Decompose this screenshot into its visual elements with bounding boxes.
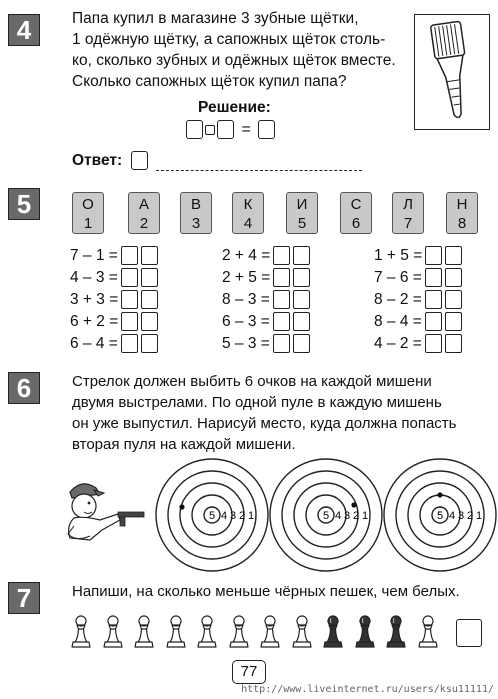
task-7-answer-box[interactable] bbox=[456, 619, 482, 647]
equation-text: 4 – 2 = bbox=[374, 335, 422, 352]
card-digit: 8 bbox=[457, 215, 467, 232]
answer-cell[interactable] bbox=[121, 334, 138, 353]
white-pawn-icon bbox=[165, 614, 187, 650]
ring-label: 2 bbox=[238, 510, 246, 522]
white-pawn-icon bbox=[70, 614, 92, 650]
equation-text: 3 + 3 = bbox=[70, 291, 119, 308]
shooter-icon bbox=[60, 476, 152, 546]
bullet-hole bbox=[437, 492, 442, 497]
answer-cell[interactable] bbox=[141, 312, 158, 331]
equation-row bbox=[374, 312, 462, 332]
white-pawn-icon bbox=[417, 614, 439, 650]
equation-row bbox=[70, 334, 158, 354]
white-pawn-icon bbox=[133, 614, 155, 650]
card-digit: 1 bbox=[83, 215, 93, 232]
task-4-line: ко, сколько зубных и одёжных щёток вместе. bbox=[72, 52, 396, 69]
answer-cell[interactable] bbox=[141, 268, 158, 287]
answer-cell[interactable] bbox=[425, 312, 442, 331]
letter-card bbox=[180, 192, 212, 234]
card-letter: К bbox=[243, 196, 253, 213]
card-digit: 4 bbox=[243, 215, 253, 232]
equation-row bbox=[374, 246, 462, 266]
ring-label: 1 bbox=[247, 510, 255, 522]
answer-cell[interactable] bbox=[293, 246, 310, 265]
black-pawn-icon bbox=[385, 614, 407, 650]
ring-label: 4 bbox=[220, 510, 228, 522]
answer-label: Ответ: bbox=[72, 152, 123, 169]
equation-text: 6 – 4 = bbox=[70, 335, 118, 352]
card-letter: Л bbox=[403, 196, 413, 213]
equation-text: 7 – 1 = bbox=[70, 247, 118, 264]
equation-row bbox=[374, 334, 462, 354]
equation-text: 2 + 5 = bbox=[222, 269, 271, 286]
ring-label: 3 bbox=[343, 510, 351, 522]
answer-cell[interactable] bbox=[293, 290, 310, 309]
task-4-line: 1 одёжную щётку, а сапожных щёток столь- bbox=[72, 31, 386, 48]
equation-text: 8 – 3 = bbox=[222, 291, 270, 308]
white-pawn-icon bbox=[291, 614, 313, 650]
ring-label: 5 bbox=[436, 510, 444, 522]
answer-cell[interactable] bbox=[445, 246, 462, 265]
letter-card bbox=[232, 192, 264, 234]
task-4-number: 4 bbox=[8, 14, 40, 46]
answer-cell[interactable] bbox=[425, 290, 442, 309]
brush-icon bbox=[415, 15, 488, 128]
ring-label: 1 bbox=[361, 510, 369, 522]
black-pawn-icon bbox=[354, 614, 376, 650]
task-6-line: он уже выпустил. Нарисуй место, куда должна попасть bbox=[72, 415, 457, 432]
answer-box[interactable] bbox=[131, 151, 148, 170]
task-6-number: 6 bbox=[8, 372, 40, 404]
answer-cell[interactable] bbox=[273, 312, 290, 331]
ring-label: 4 bbox=[334, 510, 342, 522]
result-box[interactable] bbox=[258, 120, 275, 139]
equation-row bbox=[222, 334, 310, 354]
white-pawn-icon bbox=[259, 614, 281, 650]
card-letter: В bbox=[190, 196, 201, 213]
white-pawn-icon bbox=[102, 614, 124, 650]
answer-cell[interactable] bbox=[293, 268, 310, 287]
target[interactable] bbox=[266, 455, 386, 575]
target[interactable] bbox=[152, 455, 272, 575]
equation-row bbox=[70, 290, 158, 310]
answer-cell[interactable] bbox=[141, 290, 158, 309]
bullet-hole bbox=[351, 502, 356, 507]
solution-expression bbox=[186, 120, 275, 140]
ring-label: 5 bbox=[208, 510, 216, 522]
equation-text: 2 + 4 = bbox=[222, 247, 271, 264]
white-pawn-icon bbox=[228, 614, 250, 650]
equation-text: 8 – 4 = bbox=[374, 313, 422, 330]
letter-card bbox=[72, 192, 104, 234]
answer-cell[interactable] bbox=[273, 246, 290, 265]
answer-cell[interactable] bbox=[273, 290, 290, 309]
equation-row bbox=[222, 246, 310, 266]
equation-row bbox=[374, 268, 462, 288]
equation-text: 4 – 3 = bbox=[70, 269, 118, 286]
operator-box[interactable] bbox=[205, 125, 215, 135]
shooter-boy-picture bbox=[60, 476, 152, 546]
task-4-line: Папа купил в магазине 3 зубные щётки, bbox=[72, 10, 359, 27]
ring-label: 3 bbox=[229, 510, 237, 522]
task-4-text bbox=[72, 8, 412, 92]
card-letter: А bbox=[138, 196, 149, 213]
equation-text: 8 – 2 = bbox=[374, 291, 422, 308]
letter-card bbox=[446, 192, 478, 234]
answer-cell[interactable] bbox=[121, 312, 138, 331]
target[interactable] bbox=[380, 455, 498, 575]
ring-label: 2 bbox=[466, 510, 474, 522]
answer-cell[interactable] bbox=[121, 246, 138, 265]
solution-label: Решение: bbox=[198, 99, 271, 116]
answer-cell[interactable] bbox=[293, 334, 310, 353]
shoe-brush-picture bbox=[414, 14, 490, 130]
task-7-text: Напиши, на сколько меньше чёрных пешек, чем белых. bbox=[72, 583, 460, 600]
answer-cell[interactable] bbox=[425, 334, 442, 353]
answer-cell[interactable] bbox=[293, 312, 310, 331]
letter-card bbox=[128, 192, 160, 234]
equation-text: 1 + 5 = bbox=[374, 247, 423, 264]
card-digit: 2 bbox=[139, 215, 149, 232]
solution-box[interactable] bbox=[217, 120, 234, 139]
equation-text: 7 – 6 = bbox=[374, 269, 422, 286]
equation-row bbox=[222, 268, 310, 288]
ring-label: 5 bbox=[322, 510, 330, 522]
answer-cell[interactable] bbox=[121, 290, 138, 309]
white-pawn-icon bbox=[196, 614, 218, 650]
ring-label: 2 bbox=[352, 510, 360, 522]
equals-sign: = bbox=[241, 121, 251, 138]
task-7-number: 7 bbox=[8, 582, 40, 614]
equation-row bbox=[222, 312, 310, 332]
task-5-number: 5 bbox=[8, 188, 40, 220]
answer-cell[interactable] bbox=[445, 290, 462, 309]
letter-card bbox=[286, 192, 318, 234]
answer-cell[interactable] bbox=[425, 246, 442, 265]
card-digit: 3 bbox=[191, 215, 201, 232]
answer-cell[interactable] bbox=[141, 334, 158, 353]
answer-cell[interactable] bbox=[425, 268, 442, 287]
answer-cell[interactable] bbox=[445, 334, 462, 353]
bullet-hole bbox=[179, 504, 184, 509]
equation-text: 6 + 2 = bbox=[70, 313, 119, 330]
card-digit: 6 bbox=[351, 215, 361, 232]
answer-line[interactable] bbox=[156, 170, 362, 171]
card-letter: О bbox=[82, 196, 94, 213]
letter-card bbox=[392, 192, 424, 234]
ring-label: 3 bbox=[457, 510, 465, 522]
source-url: http://www.liveinternet.ru/users/ksu11111/ bbox=[241, 684, 494, 695]
task-6-line: вторая пуля на каждой мишени. bbox=[72, 436, 296, 453]
answer-cell[interactable] bbox=[273, 334, 290, 353]
answer-cell[interactable] bbox=[273, 268, 290, 287]
task-6-line: двумя выстрелами. По одной пуле в каждую мишень bbox=[72, 394, 442, 411]
answer-cell[interactable] bbox=[445, 312, 462, 331]
equation-row bbox=[70, 312, 158, 332]
equation-row bbox=[70, 246, 158, 266]
letter-card bbox=[340, 192, 372, 234]
equation-row bbox=[374, 290, 462, 310]
card-letter: И bbox=[296, 196, 308, 213]
equation-row bbox=[222, 290, 310, 310]
answer-row bbox=[72, 151, 362, 171]
card-digit: 5 bbox=[297, 215, 307, 232]
solution-box[interactable] bbox=[186, 120, 203, 139]
answer-cell[interactable] bbox=[445, 268, 462, 287]
task-4-line: Сколько сапожных щёток купил папа? bbox=[72, 73, 347, 90]
black-pawn-icon bbox=[322, 614, 344, 650]
task-6-text bbox=[72, 371, 492, 455]
card-digit: 7 bbox=[403, 215, 413, 232]
equation-text: 5 – 3 = bbox=[222, 335, 270, 352]
ring-label: 1 bbox=[475, 510, 483, 522]
card-letter: Н bbox=[456, 196, 468, 213]
page-number: 77 bbox=[232, 660, 266, 684]
task-6-line: Стрелок должен выбить 6 очков на каждой мишени bbox=[72, 373, 432, 390]
equation-text: 6 – 3 = bbox=[222, 313, 270, 330]
answer-cell[interactable] bbox=[121, 268, 138, 287]
answer-cell[interactable] bbox=[141, 246, 158, 265]
equation-row bbox=[70, 268, 158, 288]
card-letter: С bbox=[350, 196, 362, 213]
ring-label: 4 bbox=[448, 510, 456, 522]
